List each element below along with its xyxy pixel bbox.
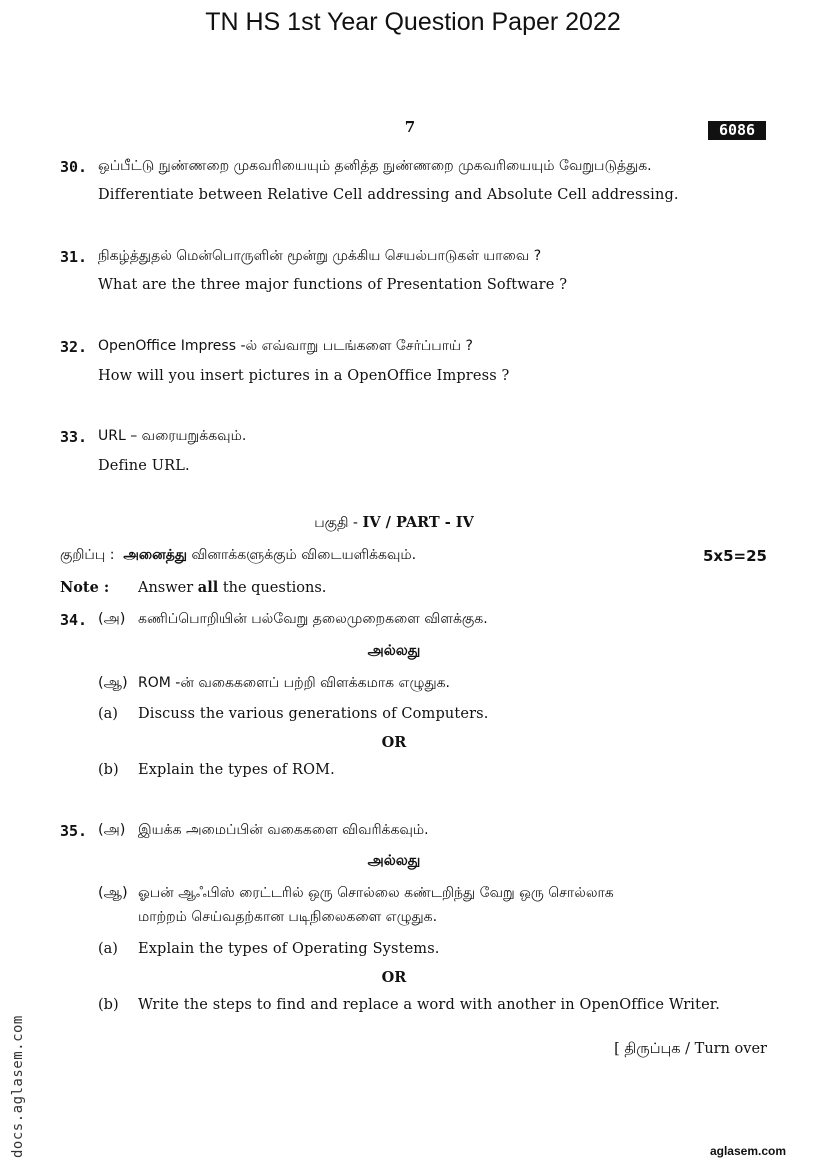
option-label-a: (a) bbox=[98, 941, 118, 957]
question-text-tamil: OpenOffice Impress -ல் எவ்வாறு படங்களை சேர்ப்பாய் ? bbox=[98, 338, 473, 354]
marks-allocation: 5x5=25 bbox=[703, 547, 767, 565]
question-number: 30. bbox=[60, 158, 88, 176]
option-text-tamil-b: ROM -ன் வகைகளைப் பற்றி விளக்கமாக எழுதுக. bbox=[138, 675, 450, 691]
option-text-b: Write the steps to find and replace a word with another in OpenOffice Writer. bbox=[138, 997, 721, 1013]
option-label-a: (a) bbox=[98, 706, 118, 722]
question-text-english: What are the three major functions of Presentation Software ? bbox=[98, 277, 568, 293]
option-label-b: (b) bbox=[98, 997, 119, 1013]
option-label-tamil-b: (ஆ) bbox=[98, 675, 128, 691]
question-text-tamil: URL – வரையறுக்கவும். bbox=[98, 428, 247, 444]
question-number: 32. bbox=[60, 338, 88, 356]
question-number: 34. bbox=[60, 611, 88, 629]
page-number: 7 bbox=[404, 118, 416, 136]
note-english-pre: Answer bbox=[138, 580, 194, 596]
or-divider-tamil: அல்லது bbox=[367, 643, 421, 659]
note-label-tamil: குறிப்பு : bbox=[60, 547, 115, 563]
note-bold-tamil: அனைத்து bbox=[123, 547, 187, 563]
part-heading bbox=[0, 514, 788, 533]
question-number: 33. bbox=[60, 428, 88, 446]
option-text-tamil-a: இயக்க அமைப்பின் வகைகளை விவரிக்கவும். bbox=[138, 822, 429, 838]
turn-over-note: [ திருப்புக / Turn over bbox=[614, 1041, 767, 1057]
question-text-english: Define URL. bbox=[98, 458, 190, 474]
option-text-b: Explain the types of ROM. bbox=[138, 762, 335, 778]
option-label-tamil-a: (அ) bbox=[98, 822, 126, 838]
option-label-b: (b) bbox=[98, 762, 119, 778]
part-heading-tamil: பகுதி - bbox=[314, 515, 358, 531]
page-header-title: TN HS 1st Year Question Paper 2022 bbox=[205, 8, 621, 36]
question-number: 35. bbox=[60, 822, 88, 840]
or-divider: OR bbox=[381, 734, 407, 751]
question-text-english: How will you insert pictures in a OpenOffice Impress ? bbox=[98, 368, 510, 384]
option-text-a: Discuss the various generations of Computers. bbox=[138, 706, 489, 722]
part-heading-english: IV / PART - IV bbox=[362, 514, 474, 531]
watermark-vertical: docs.aglasem.com bbox=[10, 1015, 26, 1158]
option-text-a: Explain the types of Operating Systems. bbox=[138, 941, 440, 957]
note-english-bold: all bbox=[197, 579, 219, 596]
note-english-post: the questions. bbox=[222, 580, 327, 596]
note-tamil bbox=[60, 547, 416, 565]
option-label-tamil-a: (அ) bbox=[98, 611, 126, 627]
note-label-english: Note : bbox=[60, 579, 110, 596]
or-divider: OR bbox=[381, 969, 407, 986]
note-english bbox=[60, 579, 326, 596]
question-text-tamil: நிகழ்த்துதல் மென்பொருளின் மூன்று முக்கிய செயல்பாடுகள் யாவை ? bbox=[98, 248, 542, 264]
option-text-tamil-b-line1: ஓபன் ஆஃபிஸ் ரைட்டரில் ஒரு சொல்லை கண்டறிந்து வேறு ஒரு சொல்லாக bbox=[138, 885, 614, 901]
option-label-tamil-b: (ஆ) bbox=[98, 885, 128, 901]
or-divider-tamil: அல்லது bbox=[367, 853, 421, 869]
option-text-tamil-b-line2: மாற்றம் செய்வதற்கான படிநிலைகளை எழுதுக. bbox=[138, 909, 438, 925]
question-text-english: Differentiate between Relative Cell addressing and Absolute Cell addressing. bbox=[98, 187, 679, 203]
option-text-tamil-a: கணிப்பொறியின் பல்வேறு தலைமுறைகளை விளக்குக. bbox=[138, 611, 488, 627]
question-number: 31. bbox=[60, 248, 88, 266]
question-text-tamil: ஒப்பீட்டு நுண்ணறை முகவரியையும் தனித்த நுண்ணறை முகவரியையும் வேறுபடுத்துக. bbox=[98, 158, 652, 174]
note-rest-tamil: வினாக்களுக்கும் விடையளிக்கவும். bbox=[191, 547, 417, 563]
paper-code-badge: 6086 bbox=[708, 121, 766, 140]
footer-brand: aglasem.com bbox=[709, 1144, 786, 1158]
